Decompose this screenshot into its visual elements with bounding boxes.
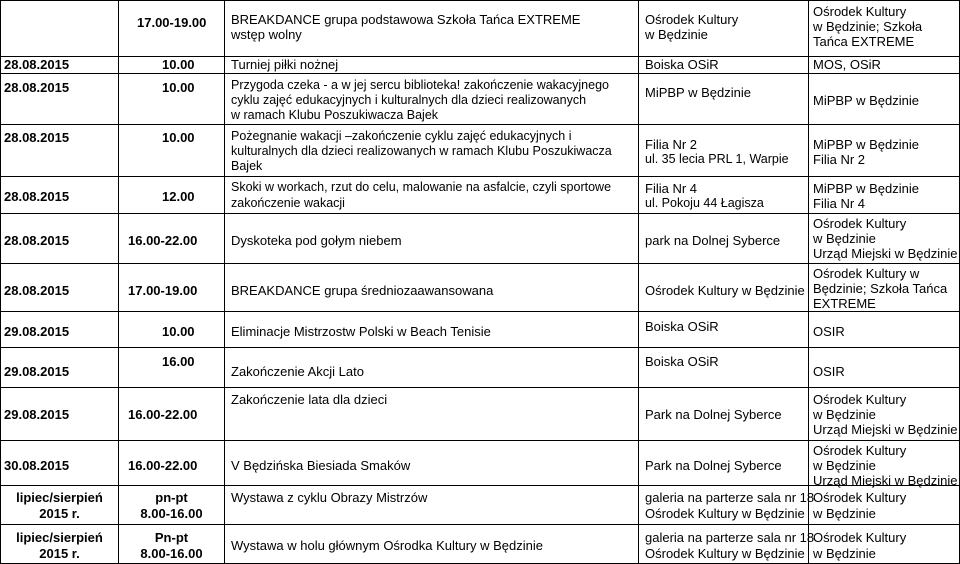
organizer-cell: Filia Nr 2 — [813, 152, 866, 167]
time-cell: 8.00-16.00 — [140, 546, 203, 561]
location-cell: Boiska OSiR — [645, 57, 719, 72]
organizer-cell: Urząd Miejski w Będzinie — [813, 473, 958, 488]
time-cell: 17.00-19.00 — [137, 15, 207, 30]
time-cell: 16.00 — [162, 354, 195, 369]
event-cell: wstęp wolny — [231, 27, 302, 42]
date-cell: 29.08.2015 — [4, 324, 70, 339]
table-border — [0, 0, 960, 1]
organizer-cell: Ośrodek Kultury — [813, 443, 907, 458]
organizer-cell: Urząd Miejski w Będzinie — [813, 246, 958, 261]
event-cell: Skoki w workach, rzut do celu, malowanie na asfalcie, czyli sportowe — [231, 180, 612, 194]
location-cell: galeria na parterze sala nr 18 — [645, 490, 815, 505]
event-cell: Eliminacje Mistrzostw Polski w Beach Tenisie — [231, 324, 491, 339]
organizer-cell: w Będzinie — [813, 407, 876, 422]
event-cell: zakończenie wakacji — [231, 196, 345, 210]
organizer-cell: Ośrodek Kultury w — [813, 266, 920, 281]
date-cell: 28.08.2015 — [4, 130, 70, 145]
time-cell: 10.00 — [162, 130, 195, 145]
organizer-cell: w Będzinie — [813, 506, 876, 521]
date-cell: 28.08.2015 — [4, 189, 70, 204]
organizer-cell: EXTREME — [813, 296, 876, 311]
time-cell: 16.00-22.00 — [128, 407, 198, 422]
time-cell: pn-pt — [155, 490, 188, 505]
location-cell: Park na Dolnej Syberce — [645, 407, 782, 422]
column-divider — [118, 0, 119, 564]
date-cell: 30.08.2015 — [4, 458, 70, 473]
date-cell: 2015 r. — [39, 506, 80, 521]
date-cell: 29.08.2015 — [4, 407, 70, 422]
location-cell: Filia Nr 2 — [645, 137, 698, 152]
time-cell: 10.00 — [162, 324, 195, 339]
time-cell: 17.00-19.00 — [128, 283, 198, 298]
event-cell: V Będzińska Biesiada Smaków — [231, 458, 411, 473]
location-cell: MiPBP w Będzinie — [645, 85, 751, 100]
organizer-cell: w Będzinie — [813, 231, 876, 246]
location-cell: Ośrodek Kultury w Będzinie — [645, 546, 805, 561]
location-cell: Park na Dolnej Syberce — [645, 458, 782, 473]
date-cell: lipiec/sierpień — [16, 530, 103, 545]
location-cell: Ośrodek Kultury w Będzinie — [645, 506, 805, 521]
organizer-cell: MOS, OSiR — [813, 57, 881, 72]
time-cell: 8.00-16.00 — [140, 506, 203, 521]
organizer-cell: Filia Nr 4 — [813, 196, 866, 211]
date-cell: 28.08.2015 — [4, 57, 70, 72]
organizer-cell: MiPBP w Będzinie — [813, 181, 919, 196]
date-cell: 28.08.2015 — [4, 80, 70, 95]
time-cell: 10.00 — [162, 57, 195, 72]
location-cell: Boiska OSiR — [645, 319, 719, 334]
event-cell: Zakończenie Akcji Lato — [231, 364, 364, 379]
time-cell: 16.00-22.00 — [128, 458, 198, 473]
location-cell: Ośrodek Kultury — [645, 12, 739, 27]
row-divider — [0, 347, 960, 348]
time-cell: 16.00-22.00 — [128, 233, 198, 248]
event-cell: Turniej piłki nożnej — [231, 57, 339, 72]
time-cell: 12.00 — [162, 189, 195, 204]
location-cell: park na Dolnej Syberce — [645, 233, 781, 248]
location-cell: Ośrodek Kultury w Będzinie — [645, 283, 805, 298]
event-cell: Wystawa w holu głównym Ośrodka Kultury w Będzinie — [231, 538, 544, 553]
organizer-cell: Będzinie; Szkoła Tańca — [813, 281, 948, 296]
event-cell: Przygoda czeka - a w jej sercu biblioteka! zakończenie wakacyjnego — [231, 78, 609, 92]
organizer-cell: Urząd Miejski w Będzinie — [813, 422, 958, 437]
row-divider — [0, 73, 960, 74]
row-divider — [0, 124, 960, 125]
location-cell: ul. 35 lecia PRL 1, Warpie — [645, 152, 789, 166]
date-cell: 2015 r. — [39, 546, 80, 561]
organizer-cell: w Będzinie; Szkoła — [813, 19, 923, 34]
location-cell: galeria na parterze sala nr 18 — [645, 530, 815, 545]
organizer-cell: Ośrodek Kultury — [813, 392, 907, 407]
organizer-cell: OSIR — [813, 324, 845, 339]
organizer-cell: Tańca EXTREME — [813, 34, 915, 49]
date-cell: lipiec/sierpień — [16, 490, 103, 505]
column-divider — [638, 0, 639, 564]
event-cell: w ramach Klubu Poszukiwacza Bajek — [231, 108, 439, 122]
column-divider — [224, 0, 225, 564]
time-cell: 10.00 — [162, 80, 195, 95]
date-cell: 28.08.2015 — [4, 233, 70, 248]
time-cell: Pn-pt — [154, 530, 189, 545]
row-divider — [0, 263, 960, 264]
organizer-cell: Ośrodek Kultury — [813, 530, 907, 545]
row-divider — [0, 440, 960, 441]
event-cell: Pożegnanie wakacji –zakończenie cyklu zajęć edukacyjnych i — [231, 129, 572, 143]
location-cell: ul. Pokoju 44 Łagisza — [645, 196, 764, 210]
event-cell: kulturalnych dla dzieci realizowanych w ramach Klubu Poszukiwacza — [231, 144, 612, 158]
event-cell: cyklu zajęć edukacyjnych i kulturalnych dla dzieci realizowanych — [231, 93, 587, 107]
date-cell: 29.08.2015 — [4, 364, 70, 379]
organizer-cell: Ośrodek Kultury — [813, 490, 907, 505]
location-cell: Boiska OSiR — [645, 354, 719, 369]
row-divider — [0, 387, 960, 388]
event-cell: Bajek — [231, 159, 263, 173]
row-divider — [0, 213, 960, 214]
row-divider — [0, 524, 960, 525]
organizer-cell: MiPBP w Będzinie — [813, 93, 919, 108]
event-cell: Dyskoteka pod gołym niebem — [231, 233, 402, 248]
column-divider — [808, 0, 809, 564]
organizer-cell: w Będzinie — [813, 546, 876, 561]
event-cell: Zakończenie lata dla dzieci — [231, 392, 388, 407]
organizer-cell: MiPBP w Będzinie — [813, 137, 919, 152]
row-divider — [0, 176, 960, 177]
date-cell: 28.08.2015 — [4, 283, 70, 298]
row-divider — [0, 311, 960, 312]
location-cell: Filia Nr 4 — [645, 181, 698, 196]
location-cell: w Będzinie — [645, 27, 708, 42]
event-cell: Wystawa z cyklu Obrazy Mistrzów — [231, 490, 428, 505]
organizer-cell: Ośrodek Kultury — [813, 216, 907, 231]
organizer-cell: w Będzinie — [813, 458, 876, 473]
column-divider — [0, 0, 1, 564]
organizer-cell: Ośrodek Kultury — [813, 4, 907, 19]
organizer-cell: OSIR — [813, 364, 845, 379]
event-cell: BREAKDANCE grupa podstawowa Szkoła Tańca EXTREME — [231, 12, 581, 27]
event-cell: BREAKDANCE grupa średniozaawansowana — [231, 283, 494, 298]
